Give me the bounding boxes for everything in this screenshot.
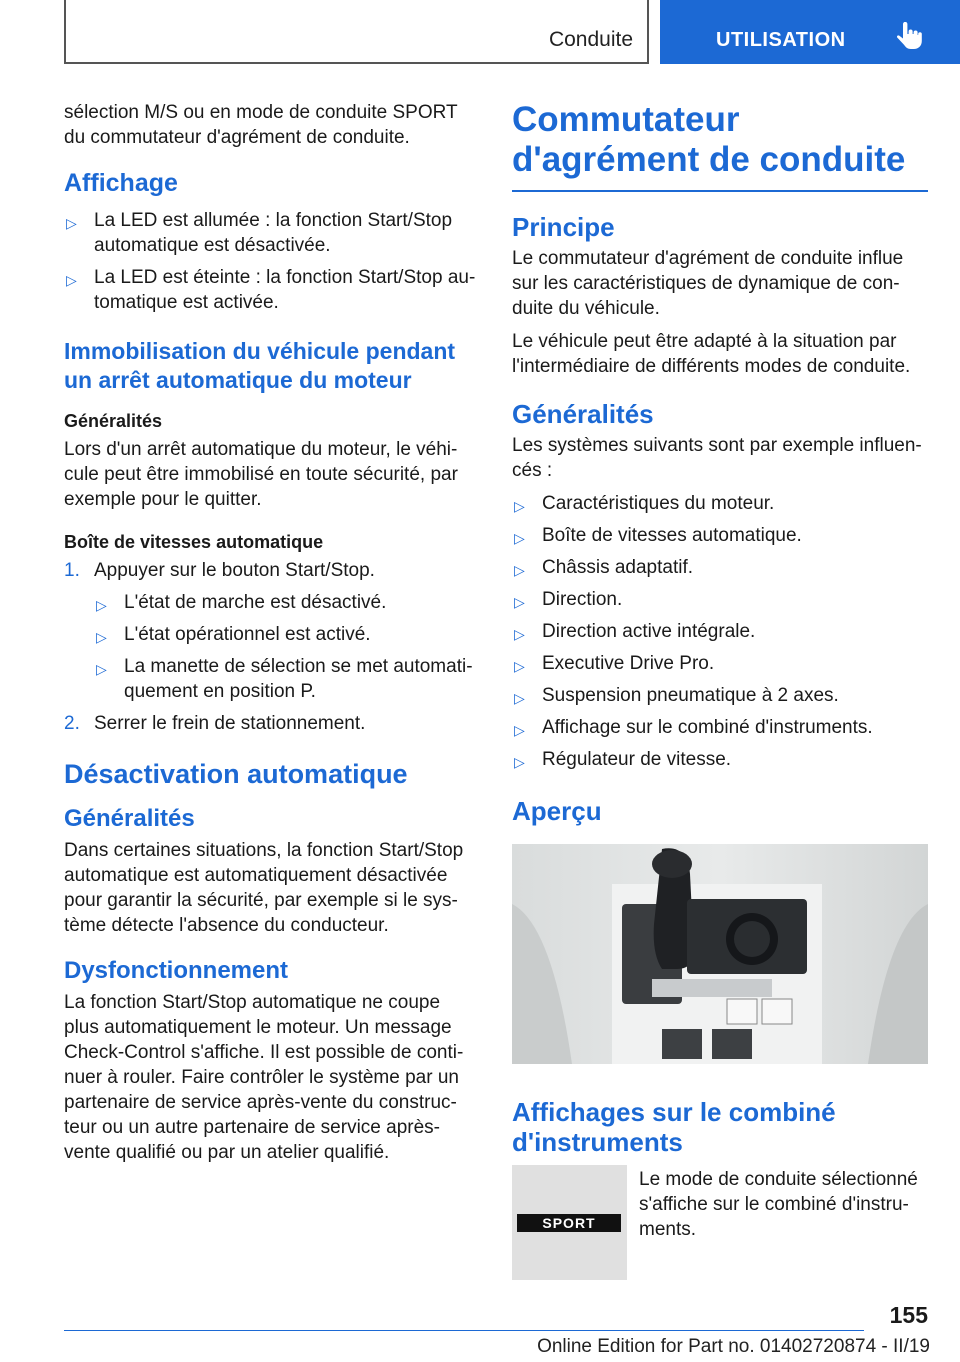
list-item: ▷ La LED est éteinte : la fonction Start/Stop au-tomatique est activée. — [66, 267, 476, 313]
step-item: 1. Appuyer sur le bouton Start/Stop. ▷ L'état de marche est désactivé. ▷ L'état opérationnel est activé. ▷ La manette de sélection se met automati-quement en position P. — [64, 558, 476, 704]
triangle-bullet-icon: ▷ — [514, 626, 525, 642]
page-number: 155 — [889, 1302, 928, 1328]
footer-rule — [64, 1330, 864, 1331]
list-item: ▷ Régulateur de vitesse. — [512, 747, 928, 772]
sport-badge: SPORT — [517, 1214, 621, 1232]
triangle-bullet-icon: ▷ — [96, 629, 107, 645]
triangle-bullet-icon: ▷ — [96, 661, 107, 677]
header-chapter-label: UTILISATION — [716, 29, 846, 51]
affichages-text: Le mode de conduite sélectionné s'affiche sur le combiné d'instru-ments. — [639, 1169, 918, 1240]
left-column — [64, 100, 476, 1173]
dysfonctionnement-text: La fonction Start/Stop automatique ne coupe plus automatiquement le moteur. Un message Check-Control s'affiche. Il est possible de conti-nuer à rouler. Faire contrôler le système par un partenaire de service après-vente du construc-teur ou un autre partenaire de service après-vente qualifié ou par un atelier qualifié. — [64, 992, 464, 1163]
title-rule — [512, 190, 928, 192]
triangle-bullet-icon: ▷ — [514, 658, 525, 674]
triangle-bullet-icon: ▷ — [514, 562, 525, 578]
heading-desactivation: Désactivation automatique — [64, 759, 408, 789]
list-item: ▷ Boîte de vitesses automatique. — [512, 523, 928, 548]
affichage-list — [64, 208, 476, 315]
triangle-bullet-icon: ▷ — [514, 530, 525, 546]
generalites-text: Les systèmes suivants sont par exemple influen-cés : — [512, 435, 922, 481]
triangle-bullet-icon: ▷ — [66, 272, 77, 288]
footer-edition: Online Edition for Part no. 01402720874 - II/19 — [537, 1336, 930, 1357]
list-item: ▷ Caractéristiques du moteur. — [512, 491, 928, 516]
sport-display-image — [512, 1165, 627, 1280]
desactivation-text: Dans certaines situations, la fonction Start/Stop automatique est automatiquement désactivée pour garantir la sécurité, par exemple si le sys-tème détecte l'absence du conducteur. — [64, 840, 464, 936]
section-title: Commutateur d'agrément de conduite — [512, 100, 906, 179]
subheading-generalites: Généralités — [64, 411, 163, 431]
subheading-boite: Boîte de vitesses automatique — [64, 532, 324, 552]
heading-generalites: Généralités — [512, 399, 654, 429]
list-item: ▷ La LED est allumée : la fonction Start/Stop automatique est désactivée. — [66, 210, 453, 256]
header-section-label: Conduite — [548, 28, 633, 51]
display-row — [512, 1165, 928, 1280]
center-console-photo — [512, 844, 928, 1064]
triangle-bullet-icon: ▷ — [514, 498, 525, 514]
list-item: ▷ L'état de marche est désactivé. — [94, 590, 476, 615]
list-item: ▷ Direction. — [512, 587, 928, 612]
immobilisation-text: Lors d'un arrêt automatique du moteur, le véhi-cule peut être immobilisé en toute sécurité, par exemple pour le quitter. — [64, 439, 458, 510]
triangle-bullet-icon: ▷ — [96, 597, 107, 613]
principe-text-2: Le véhicule peut être adapté à la situation par l'intermédiaire de différents modes de conduite. — [512, 331, 911, 377]
list-item: ▷ Affichage sur le combiné d'instruments. — [512, 715, 928, 740]
list-item: ▷ Châssis adaptatif. — [512, 555, 928, 580]
steps-list — [64, 558, 476, 736]
list-item: ▷ Suspension pneumatique à 2 axes. — [512, 683, 928, 708]
systems-list — [512, 491, 928, 772]
list-item: ▷ Executive Drive Pro. — [512, 651, 928, 676]
triangle-bullet-icon: ▷ — [66, 215, 77, 231]
heading-apercu: Aperçu — [512, 796, 602, 826]
right-column — [512, 100, 928, 1280]
triangle-bullet-icon: ▷ — [514, 690, 525, 706]
heading-immobilisation: Immobilisation du véhicule pendant un arrêt automatique du moteur — [64, 338, 456, 393]
header-chapter-tab — [660, 0, 960, 64]
heading-affichages: Affichages sur le combiné d'instruments — [512, 1097, 836, 1157]
heading-dysfonctionnement: Dysfonctionnement — [64, 957, 289, 984]
triangle-bullet-icon: ▷ — [514, 594, 525, 610]
list-item: ▷ La manette de sélection se met automati-quement en position P. — [96, 656, 473, 702]
substeps-list — [94, 590, 476, 704]
heading-affichage: Affichage — [64, 169, 178, 197]
step-item: 2. Serrer le frein de stationnement. — [64, 713, 366, 734]
triangle-bullet-icon: ▷ — [514, 754, 525, 770]
heading-principe: Principe — [512, 212, 615, 242]
intro-text: sélection M/S ou en mode de conduite SPORT du commutateur d'agrément de conduite. — [64, 102, 458, 148]
header-section-tab — [64, 0, 649, 64]
list-item: ▷ L'état opérationnel est activé. — [94, 622, 476, 647]
principe-text-1: Le commutateur d'agrément de conduite influe sur les caractéristiques de dynamique de con-duite du véhicule. — [512, 248, 904, 319]
heading-desactivation-generalites: Généralités — [64, 805, 195, 832]
triangle-bullet-icon: ▷ — [514, 722, 525, 738]
hand-pointer-icon — [896, 22, 922, 50]
list-item: ▷ Direction active intégrale. — [512, 619, 928, 644]
